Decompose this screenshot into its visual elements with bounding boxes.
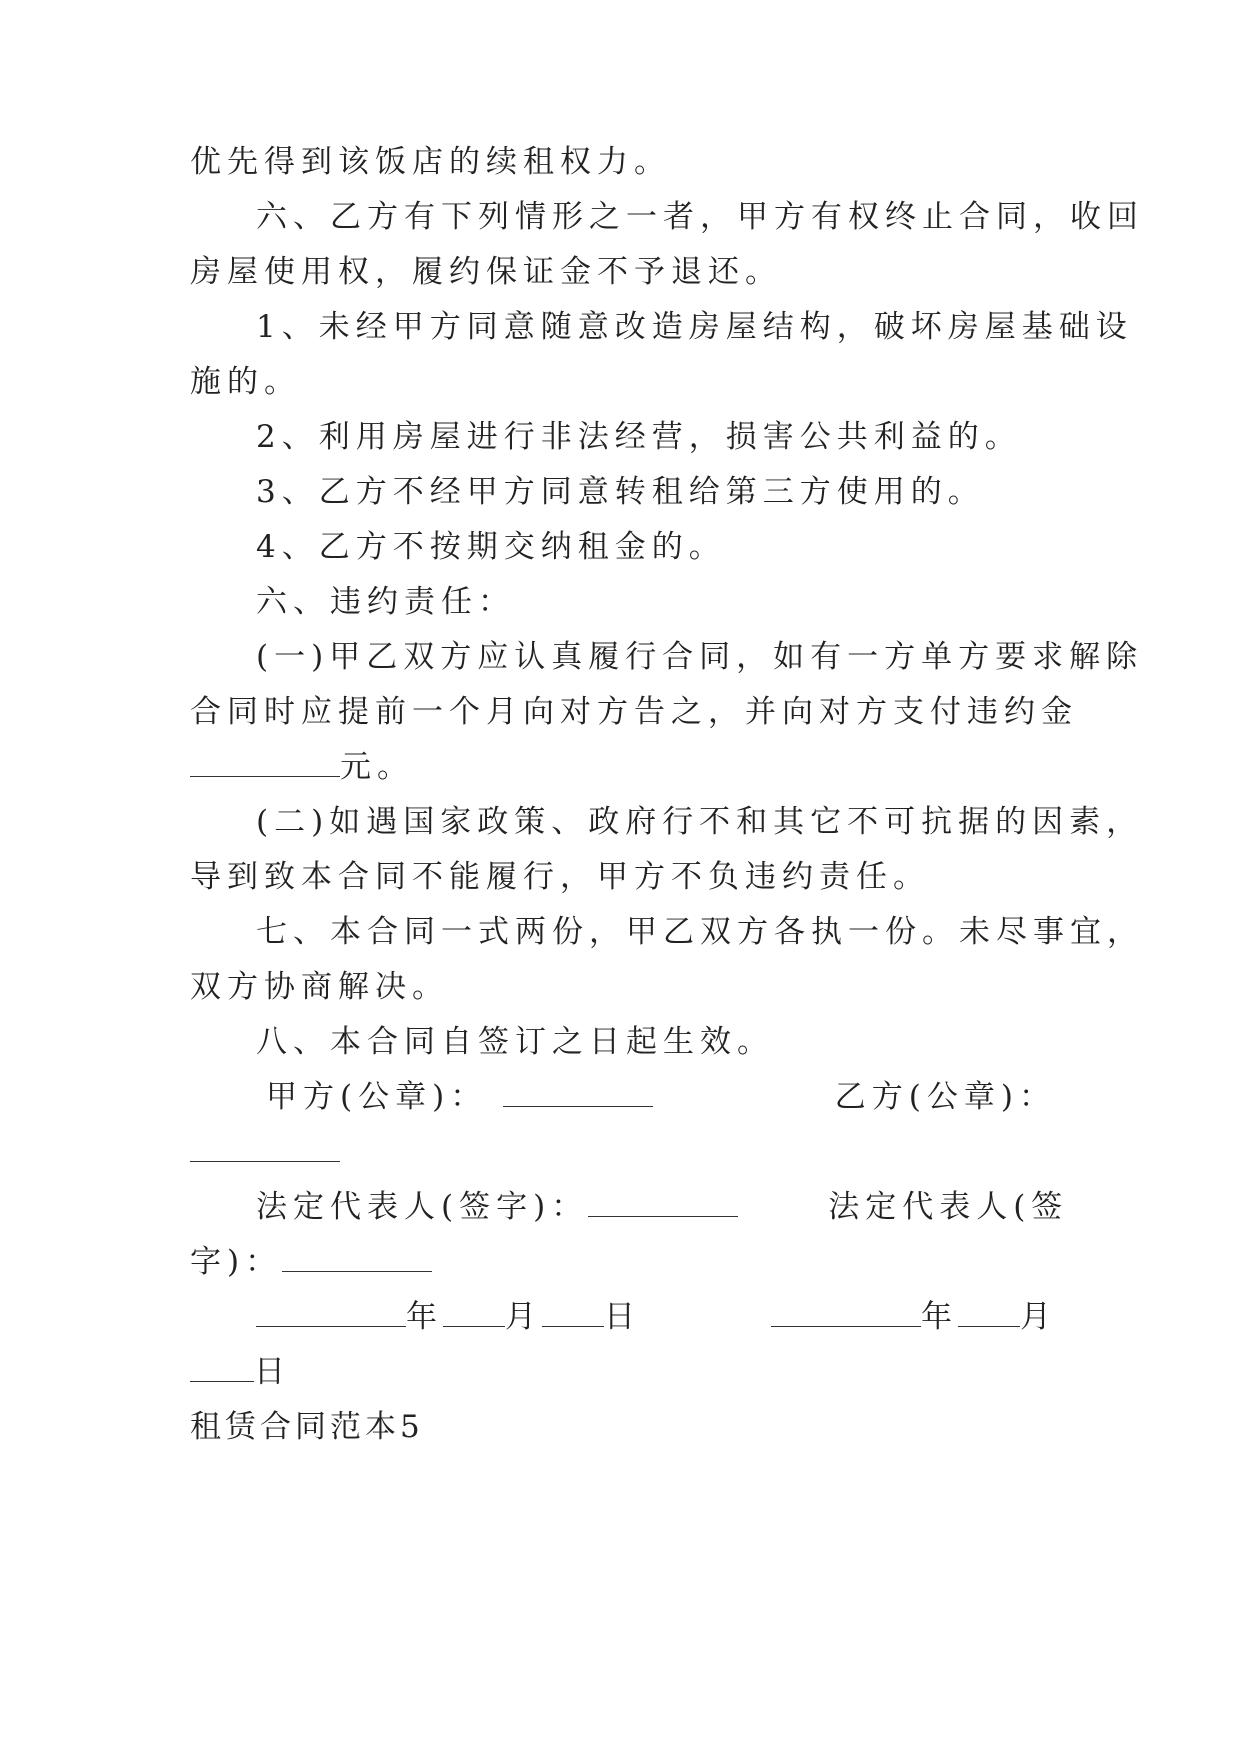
paragraph-line: 优先得到该饭店的续租权力。: [190, 144, 671, 180]
party-a-rep-label: 法定代表人(签字)：: [256, 1189, 589, 1225]
party-a-rep-blank[interactable]: [588, 1188, 738, 1217]
party-a-year-blank[interactable]: [256, 1298, 406, 1327]
party-b-rep-label-cont: 字)：: [190, 1244, 283, 1280]
seal-line-cont: [190, 1132, 1070, 1172]
month-label: 月: [505, 1299, 542, 1335]
paragraph-line: 施的。: [190, 364, 301, 400]
clause-eight: 八、本合同自签订之日起生效。: [256, 1024, 774, 1060]
paragraph-line: 合同时应提前一个月向对方告之，并向对方支付违约金: [190, 694, 1078, 730]
date-line: [256, 1297, 1070, 1337]
clause-item-4: 4、乙方不按期交纳租金的。: [256, 529, 726, 565]
party-b-seal-label: 乙方(公章)：: [834, 1079, 1056, 1115]
year-label: 年: [921, 1299, 958, 1335]
party-a-seal-label: 甲方(公章)：: [266, 1079, 488, 1115]
day-label: 日: [604, 1299, 641, 1335]
liability-item-2: (二)如遇国家政策、政府行不和其它不可抗据的因素，: [256, 804, 1144, 840]
party-a-month-blank[interactable]: [443, 1298, 505, 1327]
month-label: 月: [1020, 1299, 1057, 1335]
paragraph-line: 导到致本合同不能履行，甲方不负违约责任。: [190, 859, 930, 895]
penalty-amount-line: [190, 747, 1070, 787]
paragraph-line: 双方协商解决。: [190, 969, 449, 1005]
party-b-year-blank[interactable]: [771, 1298, 921, 1327]
seal-line: [266, 1077, 1070, 1117]
clause-item-3: 3、乙方不经甲方同意转租给第三方使用的。: [256, 474, 985, 510]
party-b-day-blank[interactable]: [190, 1353, 254, 1382]
party-a-seal-blank[interactable]: [503, 1078, 653, 1107]
party-b-rep-label: 法定代表人(签: [828, 1189, 1069, 1225]
party-b-month-blank[interactable]: [958, 1298, 1020, 1327]
date-line-cont: [190, 1352, 1070, 1392]
clause-item-2: 2、利用房屋进行非法经营，损害公共利益的。: [256, 419, 1022, 455]
clause-item-1: 1、未经甲方同意随意改造房屋结构，破坏房屋基础设: [256, 309, 1133, 345]
clause-six-title: 六、乙方有下列情形之一者，甲方有权终止合同，收回: [256, 199, 1144, 235]
clause-seven: 七、本合同一式两份，甲乙双方各执一份。未尽事宜，: [256, 914, 1144, 950]
currency-unit: 元。: [340, 749, 414, 785]
day-label: 日: [254, 1354, 291, 1390]
section-heading-liability: 六、违约责任：: [256, 584, 515, 620]
representative-line: [256, 1187, 1070, 1227]
liability-item-1: (一)甲乙双方应认真履行合同，如有一方单方要求解除: [256, 639, 1144, 675]
paragraph-line: 房屋使用权，履约保证金不予退还。: [190, 254, 782, 290]
next-section-title: 租赁合同范本5: [190, 1409, 424, 1445]
year-label: 年: [406, 1299, 443, 1335]
party-b-rep-blank[interactable]: [282, 1243, 432, 1272]
representative-line-cont: [190, 1242, 1070, 1282]
penalty-amount-blank[interactable]: [190, 748, 340, 777]
party-b-seal-blank[interactable]: [190, 1133, 340, 1162]
party-a-day-blank[interactable]: [542, 1298, 604, 1327]
